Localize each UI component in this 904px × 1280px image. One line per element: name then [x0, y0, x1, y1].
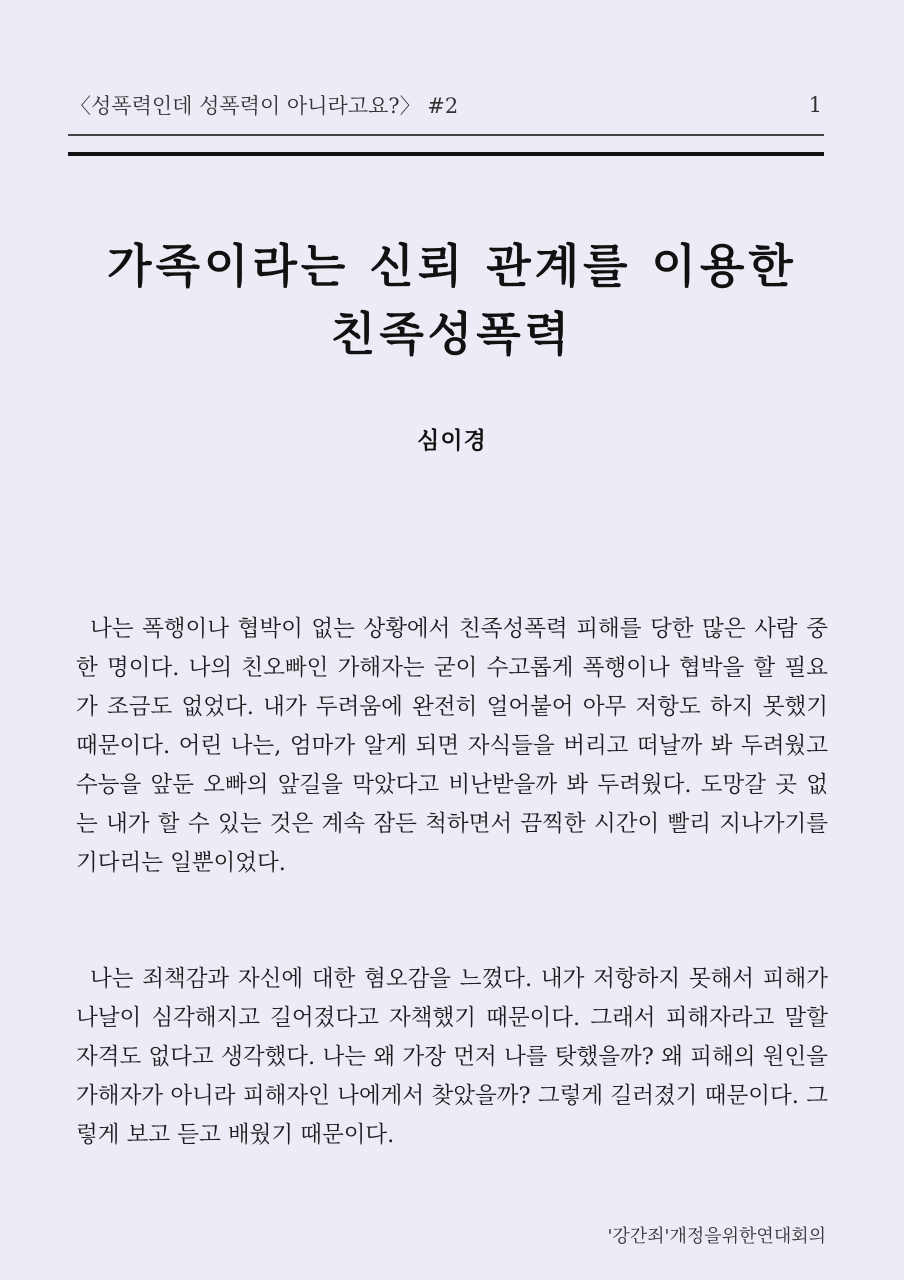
header-divider-thick — [68, 152, 824, 156]
series-title: 〈성폭력인데 성폭력이 아니라고요?〉 #2 — [70, 94, 459, 118]
title-line-1: 가족이라는 신뢰 관계를 이용한 — [107, 239, 797, 293]
body-paragraph: 나는 폭행이나 협박이 없는 상황에서 친족성폭력 피해를 당한 많은 사람 중 한 명이다. 나의 친오빠인 가해자는 굳이 수고롭게 폭행이나 협박을 할 필요가 조금도 없었다. 내가 두려움에 완전히 얼어붙어 아무 저항도 하지 못했기 때문이다. 어린 나는, 엄마가 알게 되면 자식들을 버리고 떠날까 봐 두려웠고 수능을 앞둔 오빠의 앞길을 막았다고 비난받을까 봐 두려웠다. 도망갈 곳 없는 내가 할 수 있는 것은 계속 잠든 척하면서 끔찍한 시간이 빨리 지나가기를 기다리는 일뿐이었다. — [76, 616, 828, 876]
page-number: 1 — [808, 93, 822, 117]
body-paragraph: 나는 죄책감과 자신에 대한 혐오감을 느꼈다. 내가 저항하지 못해서 피해가 나날이 심각해지고 길어졌다고 자책했기 때문이다. 그래서 피해자라고 말할 자격도 없다고 생각했다. 나는 왜 가장 먼저 나를 탓했을까? 왜 피해의 원인을 가해자가 아니라 피해자인 나에게서 찾았을까? 그렇게 길러졌기 때문이다. 그렇게 보고 듣고 배웠기 때문이다. — [76, 966, 828, 1148]
header-divider-thin — [68, 134, 824, 136]
author-name: 심이경 — [417, 427, 487, 454]
footer-organization: '강간죄'개정을위한연대회의 — [607, 1226, 826, 1247]
title-line-2: 친족성폭력 — [330, 307, 574, 361]
running-header — [70, 88, 822, 122]
article-title — [60, 232, 844, 368]
